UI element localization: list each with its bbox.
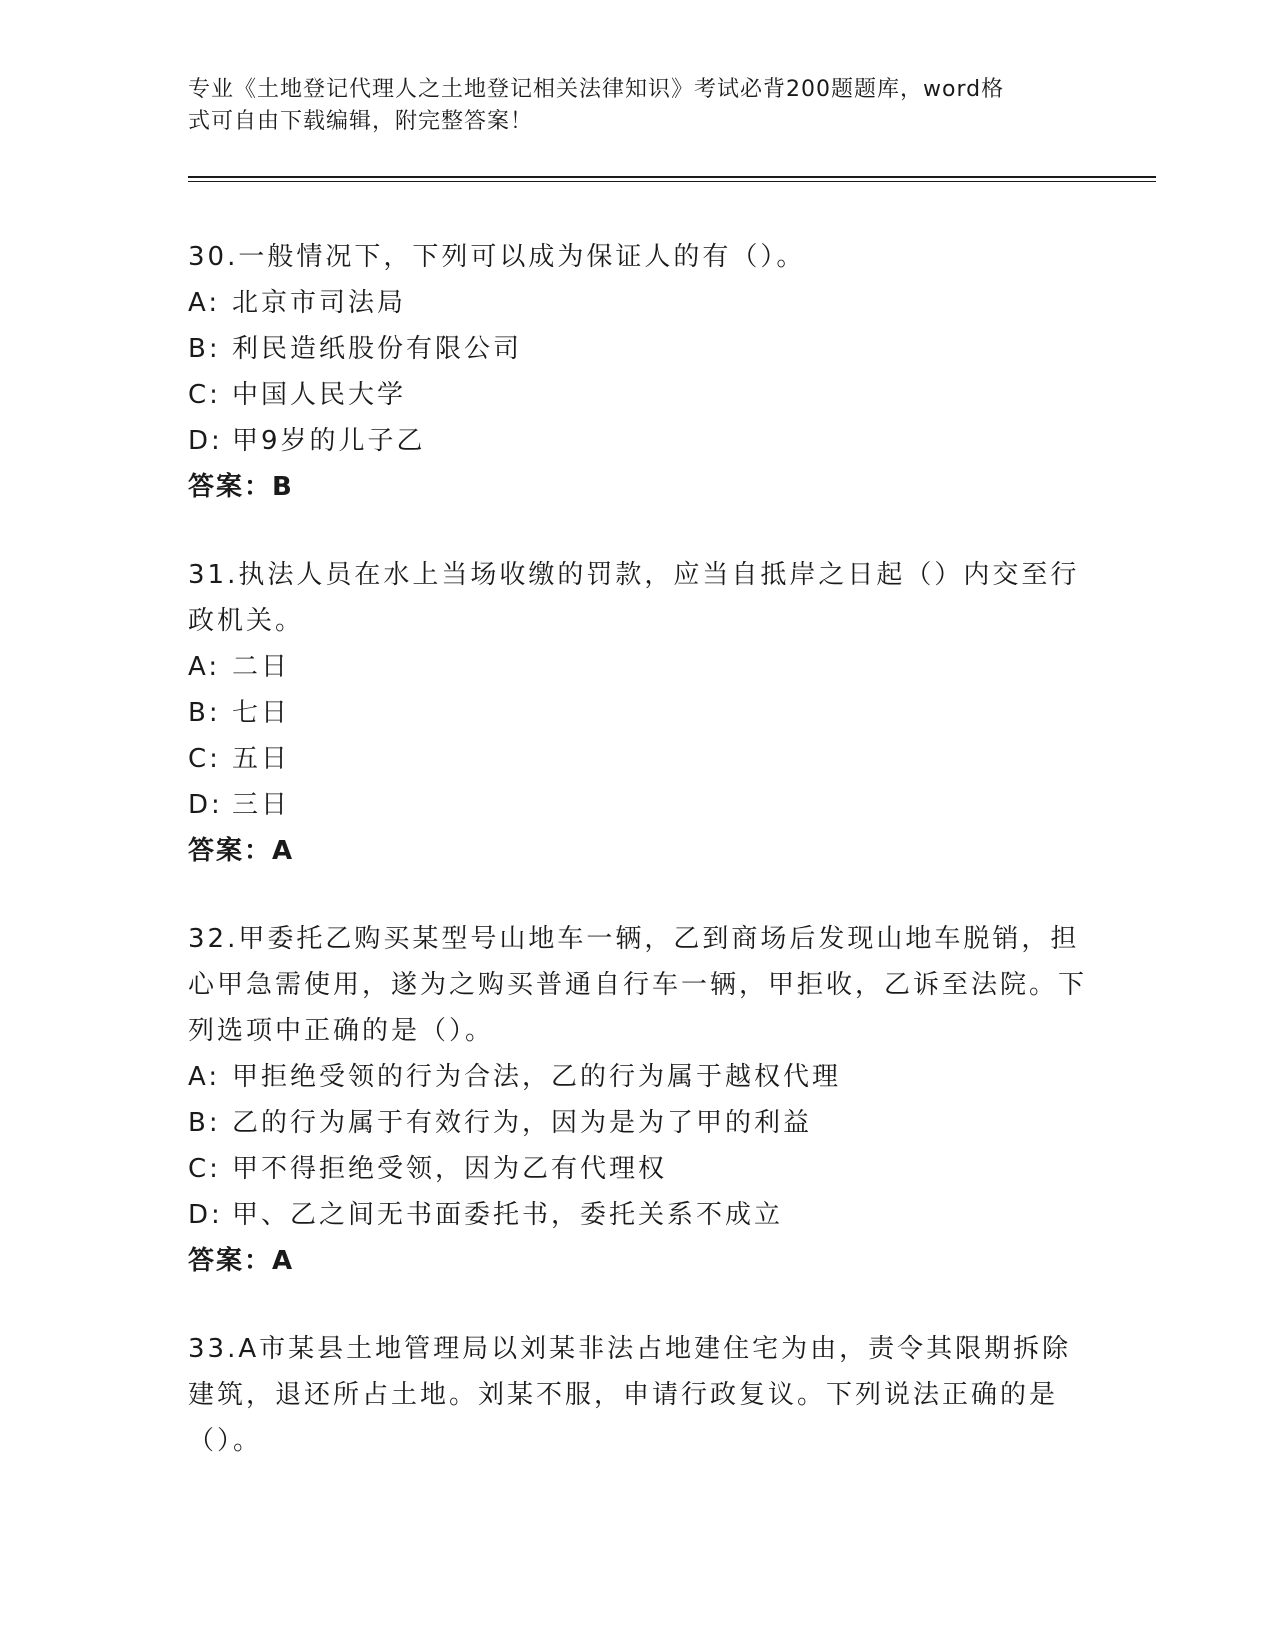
question-30 <box>188 234 1088 510</box>
header-divider-thick <box>188 176 1156 178</box>
option-letter: A: <box>188 1062 221 1092</box>
option-text: 甲拒绝受领的行为合法，乙的行为属于越权代理 <box>232 1062 842 1092</box>
option-a <box>188 280 1088 326</box>
question-stem: 31.执法人员在水上当场收缴的罚款，应当自抵岸之日起（）内交至行政机关。 <box>188 560 1080 636</box>
question-stem: 33.A市某县土地管理局以刘某非法占地建住宅为由，责令其限期拆除建筑，退还所占土地。刘某不服，申请行政复议。下列说法正确的是（）。 <box>188 1334 1072 1456</box>
question-stem: 30.一般情况下，下列可以成为保证人的有（）。 <box>188 242 806 272</box>
option-b <box>188 1100 1088 1146</box>
option-a <box>188 1054 1088 1100</box>
option-text: 五日 <box>232 744 291 774</box>
option-b <box>188 690 1088 736</box>
answer-line: 答案：B <box>188 472 294 502</box>
option-text: 利民造纸股份有限公司 <box>232 334 523 364</box>
option-text: 三日 <box>232 790 291 820</box>
option-text: 乙的行为属于有效行为，因为是为了甲的利益 <box>232 1108 813 1138</box>
option-letter: D: <box>188 426 223 456</box>
option-letter: B: <box>188 1108 221 1138</box>
option-text: 中国人民大学 <box>232 380 407 410</box>
option-letter: A: <box>188 652 221 682</box>
header-divider-thin <box>188 181 1156 182</box>
header-line-2: 式可自由下载编辑，附完整答案！ <box>188 109 534 134</box>
question-31 <box>188 552 1088 874</box>
header-line-1: 专业《土地登记代理人之土地登记相关法律知识》考试必背200题题库，word格 <box>188 77 1005 102</box>
option-letter: D: <box>188 1200 223 1230</box>
option-text: 二日 <box>232 652 291 682</box>
option-text: 甲9岁的儿子乙 <box>232 426 426 456</box>
option-letter: C: <box>188 744 221 774</box>
option-d <box>188 1192 1088 1238</box>
question-stem: 32.甲委托乙购买某型号山地车一辆，乙到商场后发现山地车脱销，担心甲急需使用，遂为之购买普通自行车一辆，甲拒收，乙诉至法院。下列选项中正确的是（）。 <box>188 924 1088 1046</box>
option-b <box>188 326 1088 372</box>
option-text: 北京市司法局 <box>232 288 407 318</box>
option-letter: C: <box>188 380 221 410</box>
option-text: 七日 <box>232 698 291 728</box>
option-letter: A: <box>188 288 221 318</box>
option-letter: B: <box>188 698 221 728</box>
option-c <box>188 736 1088 782</box>
option-a <box>188 644 1088 690</box>
option-text: 甲、乙之间无书面委托书，委托关系不成立 <box>232 1200 784 1230</box>
document-header <box>188 74 1088 138</box>
answer-line: 答案：A <box>188 836 295 866</box>
option-text: 甲不得拒绝受领，因为乙有代理权 <box>232 1154 668 1184</box>
option-d <box>188 782 1088 828</box>
question-list <box>188 234 1088 1506</box>
option-d <box>188 418 1088 464</box>
option-c <box>188 1146 1088 1192</box>
option-c <box>188 372 1088 418</box>
question-32 <box>188 916 1088 1284</box>
answer-line: 答案：A <box>188 1246 295 1276</box>
question-33 <box>188 1326 1088 1464</box>
option-letter: C: <box>188 1154 221 1184</box>
option-letter: D: <box>188 790 223 820</box>
option-letter: B: <box>188 334 221 364</box>
